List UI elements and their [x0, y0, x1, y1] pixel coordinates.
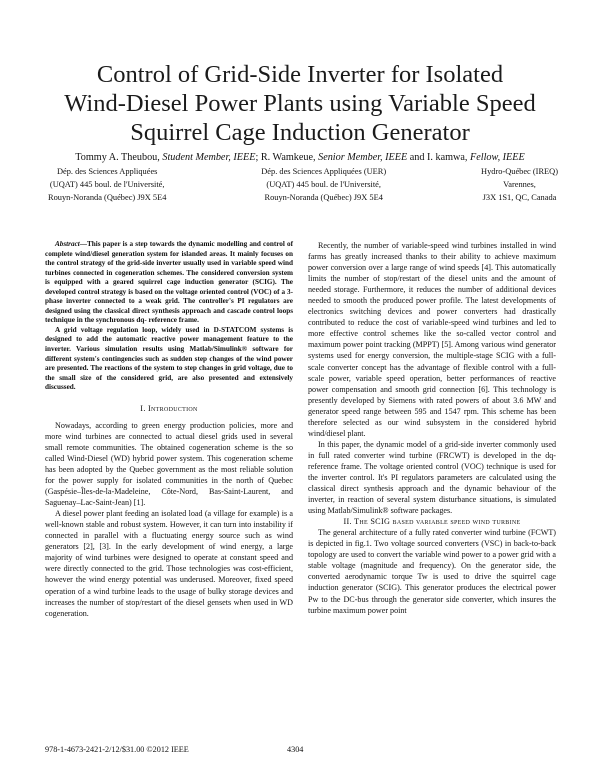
abstract: [45, 240, 293, 393]
right-paragraph-2: In this paper, the dynamic model of a grid-side inverter commonly used in full rated converter wind turbine (FRCWT) is developed in the dq- reference frame. The voltage oriented control (VOC) technique is used for the inverter control. It's PI regulators parameters are calculated using the classical direct synthesis approach and the dynamic behaviour of the inverter, in reaction of several system disturbance situations, is simulated using Matlab/Simulink® software packages.: [308, 439, 556, 516]
page-number: 4304: [287, 745, 304, 754]
abstract-label: Abstract: [55, 240, 80, 248]
abstract-text-1: —This paper is a step towards the dynamic modelling and control of complete wind/diesel generation system for islanded areas. It mainly focuses on the control strategy of the grid-side inverter usually used in variable speed wind turbines connected in cogeneration schemes. The considered conversion system is equipped with a geared squirrel cage induction generator (SCIG). The developed control strategy is based on the voltage oriented control (VOC) of a 3-phase inverter connected to a weak grid. The controller's PI regulators are designed using the classical direct synthesis approach and cascade control loops technique in the synchronous dq- reference frame.: [45, 240, 293, 325]
affiliations: [48, 166, 558, 204]
section-heading-introduction: I. Introduction: [140, 403, 198, 413]
right-paragraph-1: Recently, the number of variable-speed wind turbines installed in wind farms has greatly increased thanks to their ability to achieve maximum power conversion over a large range of wind speeds [4]. This automatically limits the number of stop/restart of the diesel units and the amount of needed storage. Furthermore, it reduces the number of additional devices needed to smooth the produced power profile. The latest developments of electronics switching devices and power converters had drastically contributed to reduce the cost of variable-speed wind turbines and led to more effective control schemes like the so-called vector control and maximum power point tracking (MPPT) [5]. Among various wind generator systems used for energy conversion, the multiple-stage SCIG with a full-scale converter concept has the advantage of flexible control with a full-scale power, variable speed operation, better performances of reactive power compensation and smooth grid connection [6]. This technology is presently developed by Siemens with rated powers of about 3.6 MW and generator speed range between 595 and 1547 rpm. This scheme has been therefore selected as our wind subsystem in the considered hybrid wind/diesel plant.: [308, 241, 556, 438]
affiliation-line: (UQAT) 445 boul. de l'Université,: [49, 179, 165, 189]
affiliation-line: (UQAT) 445 boul. de l'Université,: [266, 179, 381, 189]
footer-isbn: 978-1-4673-2421-2/12/$31.00 ©2012 IEEE: [45, 745, 189, 754]
abstract-paragraph-1: [45, 240, 293, 326]
affiliation-line: J3X 1S1, QC, Canada: [482, 192, 557, 202]
affiliation-line: Hydro-Québec (IREQ): [481, 167, 558, 176]
affiliation-1: [48, 166, 166, 204]
affiliation-line: Rouyn-Noranda (Québec) J9X 5E4: [264, 192, 383, 202]
author-1-role: Student Member, IEEE: [162, 152, 256, 163]
author-3-name: and I. kamwa,: [407, 152, 471, 163]
right-column: [308, 240, 556, 710]
affiliation-2: [261, 166, 386, 204]
author-2-name: ; R. Wamkeue,: [255, 152, 319, 163]
author-line: [30, 152, 570, 164]
author-3-role: Fellow, IEEE: [470, 152, 525, 163]
section-heading-scig: II. The SCIG based variable speed wind turbine: [343, 517, 521, 527]
abstract-paragraph-2: A grid voltage regulation loop, widely used in D-STATCOM systems is designed to add the automatic reactive power management feature to the inverter. Various simulation results using Matlab/Simulink® software for different system's contingencies such as sudden step changes of the wind power are presented. The reactions of the system to step changes in grid voltage, due to the small size of the considered grid, are also presented and extensively discussed.: [45, 325, 293, 392]
intro-paragraph-2: A diesel power plant feeding an isolated load (a village for example) is a well-known stable and robust system. However, it can turn into instability if connected in parallel with a fluctuating energy source such as wind generators [2], [3]. In the early development of wind energy, a large majority of wind turbines were designed to operate at constant speed and were directly connected to the grid. Those technologies was cost-efficient, however the wind energy potential was underused. Moreover, fixed speed operation of a wind turbine leads to the usage of bulky storage devices and increases the number of stop/restart of the diesel gensets when used in WD cogeneration.: [45, 509, 293, 618]
affiliation-line: Dép. des Sciences Appliquées: [56, 167, 158, 176]
title-line-3: Squirrel Cage Induction Generator: [130, 119, 470, 146]
affiliation-line: Varennes,: [503, 179, 536, 189]
left-column: [45, 240, 293, 710]
paper-title: [30, 60, 570, 147]
affiliation-line: Rouyn-Noranda (Québec) J9X 5E4: [48, 192, 167, 202]
intro-paragraph-1: Nowadays, according to green energy production policies, more and more wind turbines are connected to actual diesel grids used in several small remote communities. The obtained cogeneration scheme is the so called Wind-Diesel (WD) hybrid power system. This cogeneration scheme has been adopted by the Quebec government as the most reliable solution for the power supply for isolated communities in the north of Quebec (Gaspésie–Îles-de-la-Madeleine, Côte-Nord, Bas-Saint-Laurent, and Saguenay–Lac-Saint-Jean) [1].: [45, 420, 293, 508]
affiliation-line: Dép. des Sciences Appliquées (UER): [261, 167, 387, 176]
title-line-1: Control of Grid-Side Inverter for Isolated: [96, 61, 504, 88]
section2-paragraph-1: The general architecture of a fully rated converter wind turbine (FCWT) is depicted in fig.1. Two voltage sourced converters (VSC) in back-to-back topology are used to convert the variable wind power to a power grid with a stable voltage (magnitude and frequency). On the generator side, the converted aerodynamic torque Tw is used to drive the squirrel cage induction generator (SCIG). This generator produces the electrical power Pw to the DC-bus through the generator side converter, which insures the turbine maximum power point: [308, 528, 556, 615]
author-1-name: Tommy A. Theubou,: [75, 152, 163, 163]
title-line-2: Wind-Diesel Power Plants using Variable Speed: [64, 90, 536, 117]
author-2-role: Senior Member, IEEE: [318, 152, 408, 163]
affiliation-3: [481, 166, 558, 204]
